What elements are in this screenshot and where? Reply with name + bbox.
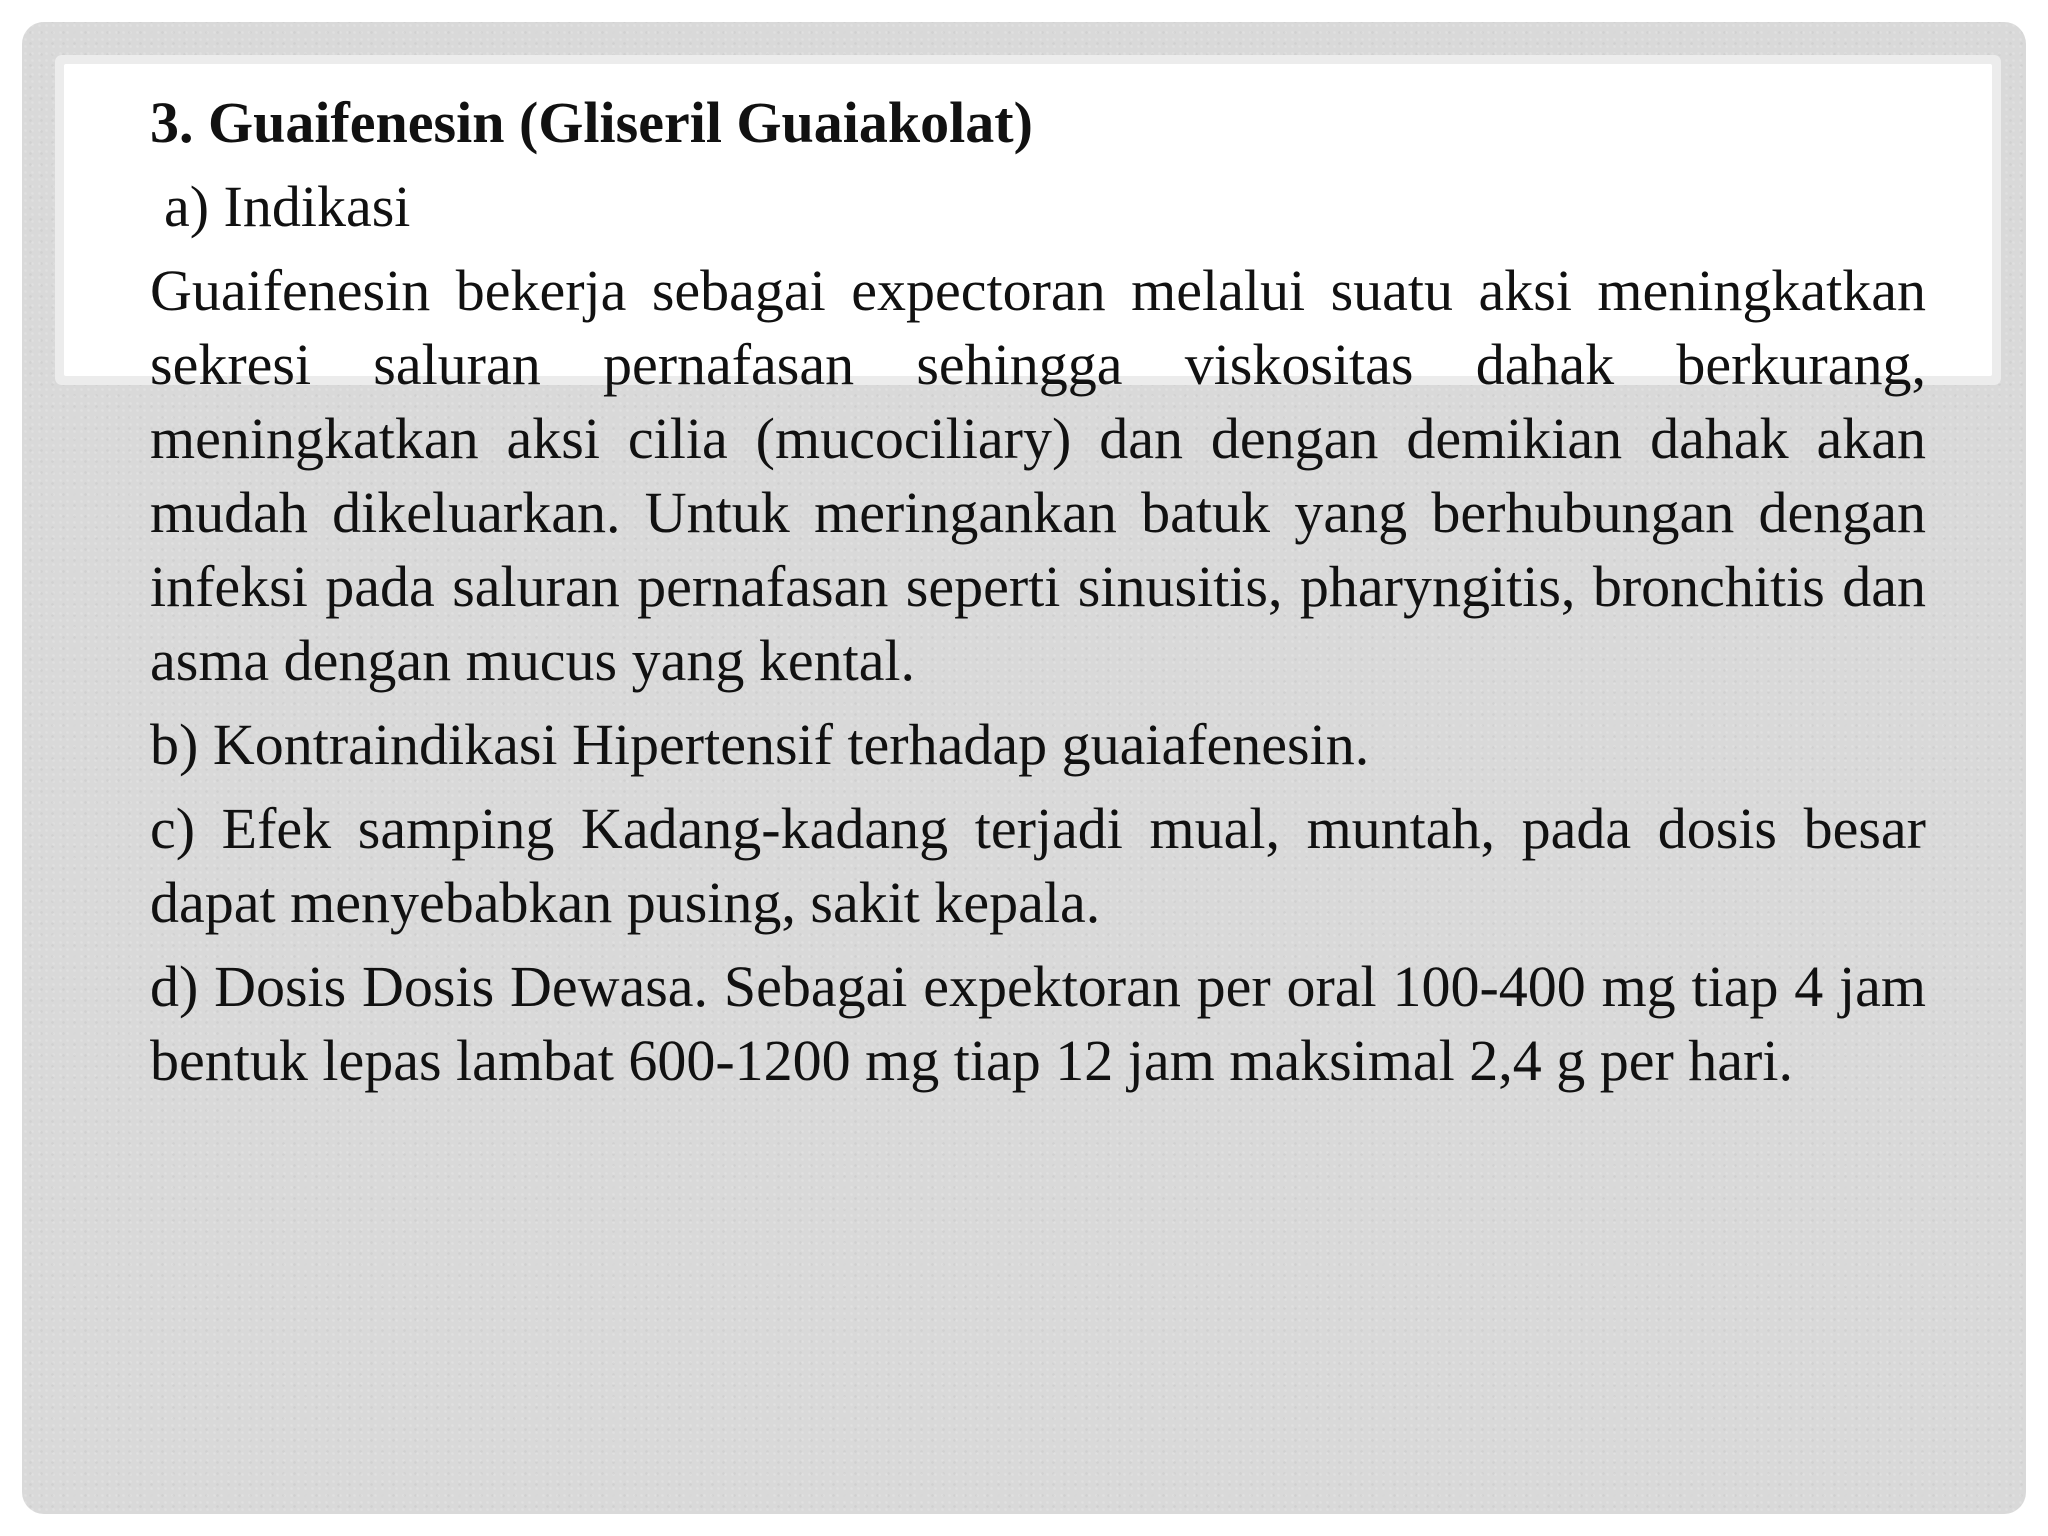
slide-heading: 3. Guaifenesin (Gliseril Guaiakolat) <box>150 90 1033 155</box>
dosage-text: d) Dosis Dosis Dewasa. Sebagai expektoran per oral 100-400 mg tiap 4 jam bentuk lepas lambat 600-1200 mg tiap 12 jam maksimal 2,4 g per hari. <box>150 954 1926 1093</box>
slide <box>22 22 2026 1514</box>
side-effects-text: c) Efek samping Kadang-kadang terjadi mual, muntah, pada dosis besar dapat menyebabkan pusing, sakit kepala. <box>150 796 1926 935</box>
slide-content <box>150 86 1926 1108</box>
contraindication-text: b) Kontraindikasi Hipertensif terhadap guaiafenesin. <box>150 712 1370 777</box>
indication-label: a) Indikasi <box>164 174 411 239</box>
indication-text: Guaifenesin bekerja sebagai expectoran melalui suatu aksi meningkatkan sekresi saluran pernafasan sehingga viskositas dahak berkurang, meningkatkan aksi cilia (mucociliary) dan dengan demikian dahak akan mudah dikeluarkan. Untuk meringankan batuk yang berhubungan dengan infeksi pada saluran pernafasan seperti sinusitis, pharyngitis, bronchitis dan asma dengan mucus yang kental. <box>150 258 1926 693</box>
